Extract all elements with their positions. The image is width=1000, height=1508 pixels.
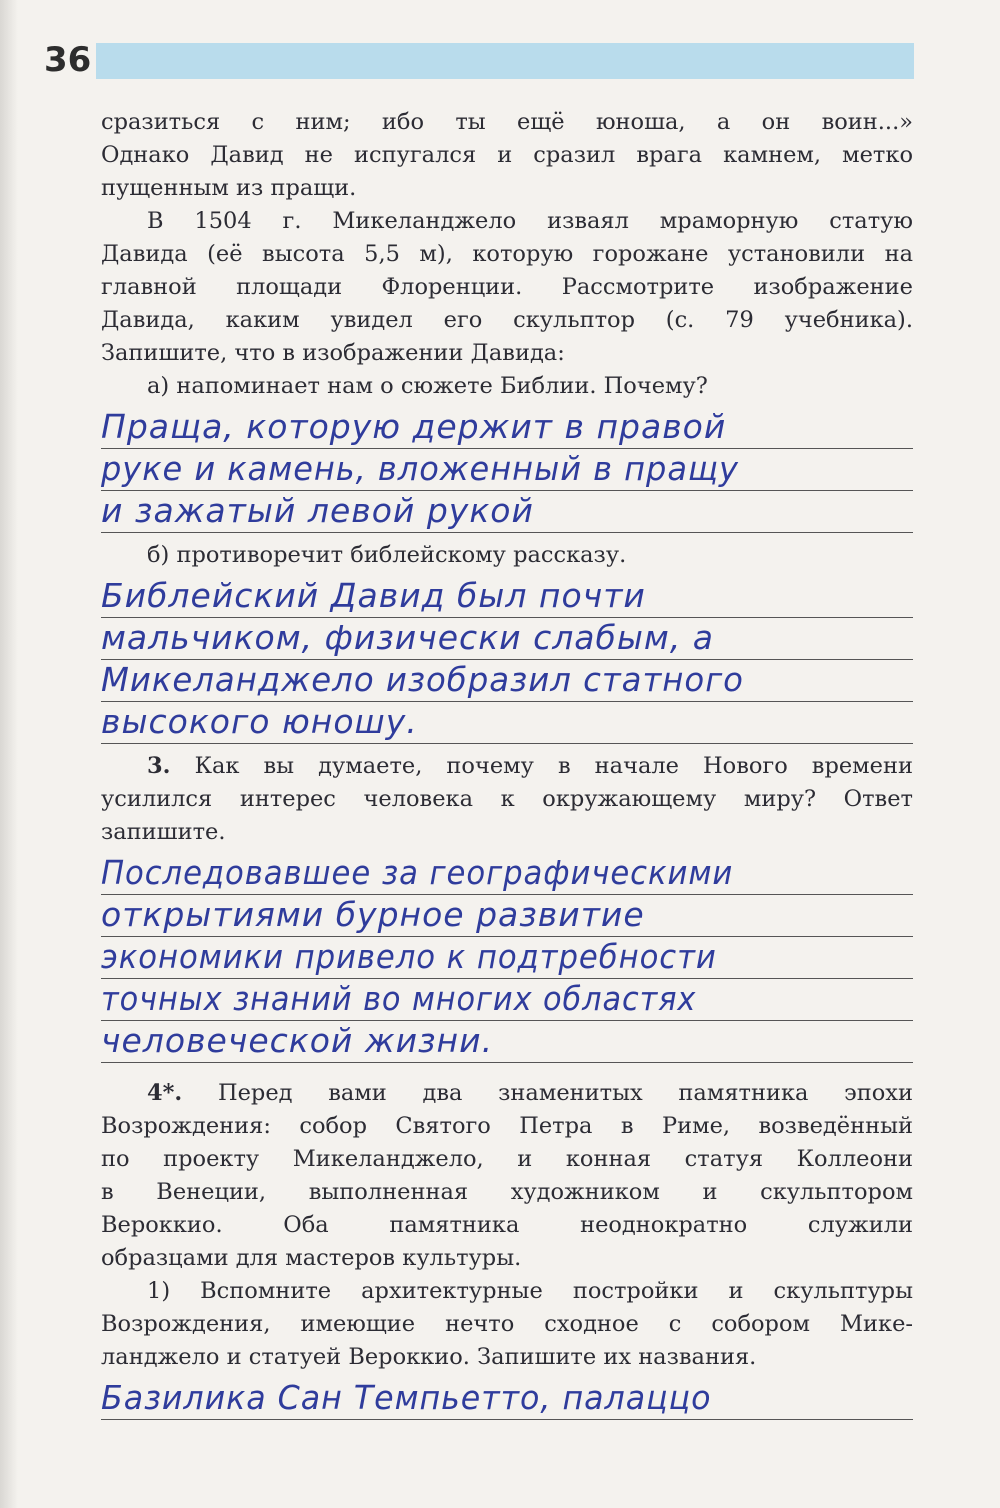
handwritten-answer: и зажатый левой рукой	[101, 491, 534, 530]
handwritten-answer: мальчиком, физически слабым, а	[101, 618, 715, 657]
handwritten-answer: высокого юношу.	[101, 702, 418, 741]
handwritten-answer: Библейский Давид был почти	[101, 576, 646, 615]
text-line: в Венеции, выполненная художником и скульптором	[101, 1179, 913, 1205]
text-line: Вероккио. Оба памятника неоднократно служили	[101, 1212, 913, 1238]
text-line: по проекту Микеланджело, и конная статуя Коллеони	[101, 1146, 913, 1172]
text-line: ланджело и статуей Вероккио. Запишите их названия.	[101, 1344, 757, 1370]
page-edge-shadow	[0, 0, 18, 1508]
task-4-text: Перед вами два знаменитых памятника эпохи	[217, 1080, 913, 1106]
text-line: Возрождения: собор Святого Петра в Риме, возведённый	[101, 1113, 913, 1139]
handwritten-answer: открытиями бурное развитие	[101, 895, 645, 934]
answer-a-block	[101, 407, 913, 533]
answer-line[interactable]	[101, 407, 913, 449]
answer-line[interactable]	[101, 1378, 913, 1420]
handwritten-answer: Праща, которую держит в правой	[101, 407, 727, 446]
text-line: главной площади Флоренции. Рассмотрите изображение	[101, 274, 913, 300]
handwritten-answer: точных знаний во многих областях	[101, 979, 697, 1018]
text-line: образцами для мастеров культуры.	[101, 1245, 522, 1271]
answer-line[interactable]	[101, 660, 913, 702]
text-line: В 1504 г. Микеланджело изваял мраморную статую	[147, 208, 913, 234]
answer-line[interactable]	[101, 702, 913, 744]
text-line: Давида (её высота 5,5 м), которую горожане установили на	[101, 241, 913, 267]
handwritten-answer: руке и камень, вложенный в пращу	[101, 449, 739, 488]
answer-b-block	[101, 576, 913, 744]
answer-line[interactable]	[101, 491, 913, 533]
text-line: Запишите, что в изображении Давида:	[101, 340, 565, 366]
text-line: усилился интерес человека к окружающему миру? Ответ	[101, 786, 913, 812]
task-3-text: Как вы думаете, почему в начале Нового времени	[194, 753, 913, 779]
answer-3-block	[101, 853, 913, 1063]
answer-4-1-block	[101, 1378, 913, 1420]
handwritten-answer: человеческой жизни.	[101, 1021, 494, 1060]
answer-line[interactable]	[101, 937, 913, 979]
answer-line[interactable]	[101, 895, 913, 937]
text-line: сразиться с ним; ибо ты ещё юноша, а он воин...»	[101, 109, 913, 135]
handwritten-answer: Последовавшее за географическими	[101, 853, 734, 892]
answer-line[interactable]	[101, 576, 913, 618]
text-line: 1) Вспомните архитектурные постройки и скульптуры	[147, 1278, 913, 1304]
answer-line[interactable]	[101, 1021, 913, 1063]
handwritten-answer: Микеланджело изобразил статного	[101, 660, 744, 699]
handwritten-answer: Базилика Сан Темпьетто, палаццо	[101, 1378, 712, 1417]
task-4-number: 4*.	[147, 1080, 183, 1106]
text-line: Давида, каким увидел его скульптор (с. 79 учебника).	[101, 307, 913, 333]
header-bar	[34, 43, 914, 79]
answer-line[interactable]	[101, 449, 913, 491]
question-a: а) напоминает нам о сюжете Библии. Почему?	[147, 373, 708, 399]
answer-line[interactable]	[101, 618, 913, 660]
text-line: пущенным из пращи.	[101, 175, 357, 201]
answer-line[interactable]	[101, 979, 913, 1021]
text-line: запишите.	[101, 819, 226, 845]
page-number: 36	[44, 40, 92, 80]
task-4-line	[101, 1077, 913, 1110]
answer-line[interactable]	[101, 853, 913, 895]
task-3-number: 3.	[147, 753, 171, 779]
task-3-line	[101, 750, 913, 783]
page-content	[101, 106, 913, 1426]
text-line: Однако Давид не испугался и сразил врага камнем, метко	[101, 142, 913, 168]
question-b: б) противоречит библейскому рассказу.	[147, 542, 627, 568]
handwritten-answer: экономики привело к подтребности	[101, 937, 717, 976]
text-line: Возрождения, имеющие нечто сходное с собором Мике-	[101, 1311, 913, 1337]
